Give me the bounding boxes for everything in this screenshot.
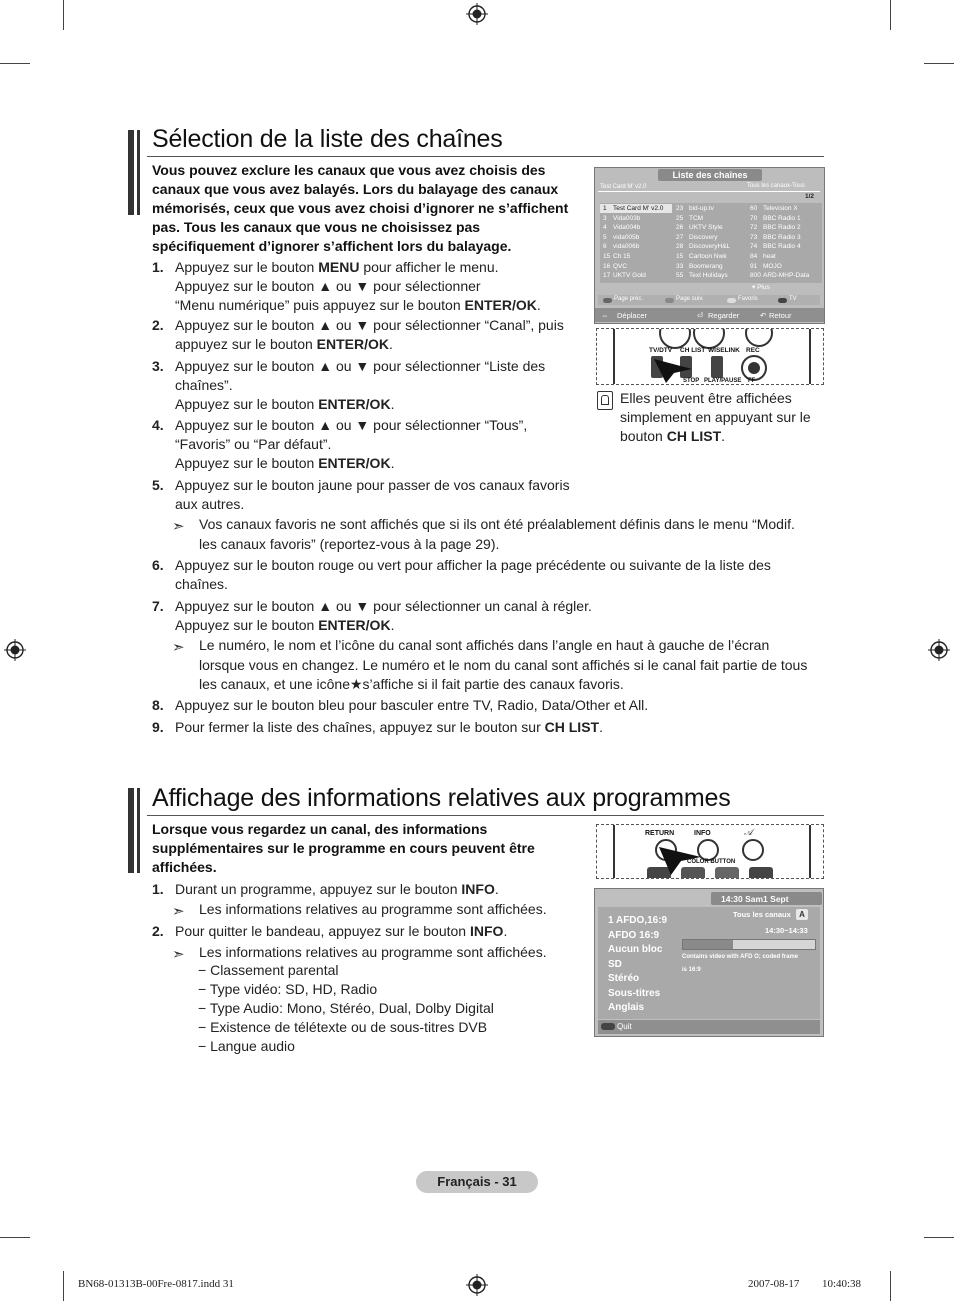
section-intro: Vous pouvez exclure les canaux que vous avez choisis des canaux que vous avez balayés. Lors du balayage des canaux mémorisés, ceux que vous avez choisi d’ignorer ne s’affichent pas. Tous les canaux que vous ne choisissez pas spécifiquement d’ignorer s’affichent lors du balayage. <box>152 162 569 254</box>
channel-name: BBC Radio 3 <box>763 233 801 241</box>
channel-row[interactable] <box>600 223 672 232</box>
crop-mark <box>924 63 954 64</box>
section-bar <box>137 130 140 215</box>
crop-mark <box>890 0 891 30</box>
screen-title: Liste des chaînes <box>658 169 762 181</box>
channel-row[interactable] <box>674 233 746 242</box>
remote-label: TV/DTV <box>649 347 673 354</box>
channel-row[interactable] <box>748 252 820 261</box>
key-label: Page suiv. <box>676 296 704 302</box>
registration-mark-icon <box>928 639 950 661</box>
channel-name: TCM <box>689 214 704 222</box>
remote-label: INFO <box>694 830 711 837</box>
step-line: Appuyez sur le bouton ENTER/OK. <box>175 396 395 412</box>
channel-row[interactable] <box>748 271 820 280</box>
channel-number: 91 <box>750 262 758 270</box>
color-key-bar <box>598 295 820 305</box>
step-number: 2. <box>152 317 164 333</box>
channel-name: bid-up.tv <box>689 205 714 212</box>
channel-number: 27 <box>676 233 684 241</box>
exit-icon <box>601 1023 615 1030</box>
step-2 <box>152 316 582 354</box>
intro-line: Lorsque vous regardez un canal, des informations <box>152 821 488 837</box>
note-line: Vos canaux favoris ne sont affichés que si ils ont été préalablement définis dans le menu “Modif. <box>199 516 795 532</box>
key-label: Page préc. <box>614 296 644 302</box>
channel-row[interactable] <box>748 223 820 232</box>
crop-mark <box>63 0 64 30</box>
channel-name: DiscoveryH&L <box>689 243 731 251</box>
file-slug: BN68-01313B-00Fre-0817.indd 31 <box>78 1278 234 1290</box>
step-line: Appuyez sur le bouton ▲ ou ▼ pour sélectionner un canal à régler. <box>175 598 592 614</box>
channel-name: Text Holidays <box>689 272 728 280</box>
step-6 <box>152 556 824 594</box>
key-label: Favoris <box>738 296 758 302</box>
step-line: Appuyez sur le bouton bleu pour basculer entre TV, Radio, Data/Other et All. <box>175 697 649 713</box>
sub-item-text: Existence de télétexte ou de sous-titres DVB <box>210 1019 488 1035</box>
crop-mark <box>0 1237 30 1238</box>
note-5 <box>172 515 827 555</box>
channel-number: 28 <box>676 243 684 251</box>
info-sub-item: − Type vidéo: SD, HD, Radio <box>198 981 378 997</box>
step-3 <box>152 357 582 414</box>
step-line: Appuyez sur le bouton ▲ ou ▼ pour sélectionner “Liste des <box>175 358 546 374</box>
step-number: 3. <box>152 358 164 374</box>
channel-number: 70 <box>750 214 758 222</box>
note-arrow-icon: ➣ <box>172 946 185 963</box>
step-line: Pour fermer la liste des chaînes, appuyez sur le bouton sur CH LIST. <box>175 719 603 735</box>
program-desc: is 16:9 <box>682 967 701 973</box>
step-9 <box>152 718 824 737</box>
quit-bar <box>598 1020 820 1034</box>
sub-item-text: Type Audio: Mono, Stéréo, Dual, Dolby Digital <box>209 1000 494 1016</box>
channel-number: 60 <box>750 205 758 212</box>
note-icon <box>597 391 613 410</box>
crop-mark <box>0 63 30 64</box>
note-line: Le numéro, le nom et l’icône du canal sont affichés dans l’angle en haut à gauche de l’écran <box>199 637 770 653</box>
section-bar <box>128 130 134 215</box>
channel-number: 15 <box>603 253 611 260</box>
channel-number: 3 <box>603 214 607 222</box>
step-7 <box>152 597 824 635</box>
channel-name: Discovery <box>689 233 718 241</box>
step-line: Appuyez sur le bouton ENTER/OK. <box>175 617 395 633</box>
crop-mark <box>890 1271 891 1301</box>
step-number: 9. <box>152 719 164 735</box>
info-line: Stéréo <box>608 973 640 984</box>
channel-row[interactable] <box>674 242 746 251</box>
step-number: 4. <box>152 417 164 433</box>
step-number: 1. <box>152 881 164 897</box>
side-note-line: bouton CH LIST. <box>620 428 726 444</box>
yellow-key-icon <box>727 298 736 303</box>
section-intro <box>152 820 582 877</box>
note-2 <box>172 943 592 963</box>
time-bar <box>711 892 822 905</box>
yellow-button <box>715 867 739 879</box>
channel-name: Ch 15 <box>613 253 631 260</box>
step-line: Appuyez sur le bouton ▲ ou ▼ pour sélectionner “Canal”, puis <box>175 317 564 333</box>
channel-name: BBC Radio 2 <box>763 224 801 232</box>
channel-number: 1 <box>603 205 607 212</box>
section-rule <box>147 815 824 816</box>
channel-name: UKTV Gold <box>613 272 646 280</box>
nav-label: Regarder <box>708 311 740 320</box>
section-bar <box>128 788 134 873</box>
step-8 <box>152 696 824 715</box>
channel-name: Vida003b <box>613 214 641 222</box>
step-line: “Menu numérique” puis appuyez sur le bouton ENTER/OK. <box>175 297 541 313</box>
note-arrow-icon: ➣ <box>172 903 185 920</box>
anynet-logo: 𝒜 <box>744 827 753 837</box>
remote-label: PLAY/PAUSE <box>704 378 742 384</box>
info-filter: Tous les canaux <box>733 910 791 919</box>
registration-mark-icon <box>466 1274 488 1296</box>
info-sub-item: − Classement parental <box>198 962 339 978</box>
nav-bar <box>595 308 824 322</box>
channel-row[interactable] <box>748 262 820 271</box>
info-line: AFDO 16:9 <box>608 929 660 941</box>
note-line: les canaux, et une icône★s’affiche si il fait partie des canaux favoris. <box>199 676 624 692</box>
info-sub-item: − Langue audio <box>198 1038 295 1054</box>
channel-number: 26 <box>676 224 684 232</box>
crop-mark <box>924 1237 954 1238</box>
section-bar <box>137 788 140 873</box>
step-number: 8. <box>152 697 164 713</box>
channel-row[interactable] <box>600 271 672 280</box>
step-number: 2. <box>152 923 164 939</box>
remote-label: REC <box>746 347 760 354</box>
info-line: Sous-titres <box>608 987 661 999</box>
section-rule <box>147 156 824 157</box>
remote-label: COLOR BUTTON <box>687 859 736 865</box>
remote-illustration <box>596 328 824 385</box>
remote-button <box>711 356 723 378</box>
step-number: 6. <box>152 557 164 573</box>
channel-number: 16 <box>603 262 611 270</box>
channel-name: vida005b <box>613 233 640 241</box>
channel-number: 23 <box>676 205 684 212</box>
channel-number: 15 <box>676 253 684 260</box>
step-line: aux autres. <box>175 496 245 512</box>
step-line: “Favoris” ou “Par défaut”. <box>175 436 332 452</box>
sub-item-text: Classement parental <box>210 962 339 978</box>
channel-number: 84 <box>750 253 758 260</box>
channel-name: Television X <box>763 205 798 212</box>
info-banner-screen <box>594 888 824 1037</box>
crop-mark <box>63 1271 64 1301</box>
intro-line: affichées. <box>152 859 217 875</box>
info-line: Aucun bloc <box>608 944 663 955</box>
channel-row[interactable] <box>600 214 672 223</box>
sub-item-text: Langue audio <box>210 1038 295 1054</box>
side-note-line: Elles peuvent être affichées <box>620 390 792 406</box>
remote-label: RETURN <box>645 830 675 837</box>
remote-label: CH LIST <box>680 347 706 354</box>
blue-button <box>749 867 773 879</box>
channel-grid <box>600 203 822 283</box>
key-label: TV <box>789 296 797 302</box>
channel-name: MOJO <box>763 262 782 270</box>
page-indicator: 1/2 <box>805 193 815 200</box>
channel-row[interactable] <box>600 233 672 242</box>
info-sub-item: − Existence de télétexte ou de sous-titres DVB <box>198 1019 488 1035</box>
divider <box>598 191 820 192</box>
step-line: Appuyez sur le bouton ENTER/OK. <box>175 455 395 471</box>
nav-label: Déplacer <box>617 311 648 320</box>
channel-name: BBC Radio 4 <box>763 243 801 251</box>
page-number: Français - 31 <box>416 1171 538 1193</box>
channel-name: Test Card M' v2.0 <box>613 205 664 212</box>
progress-fill <box>683 940 733 949</box>
more-text: Plus <box>757 284 770 291</box>
step-2 <box>152 922 582 941</box>
move-icon: ⇔ <box>601 311 609 320</box>
pointer-hand-icon <box>657 845 707 875</box>
channel-row[interactable] <box>600 262 672 271</box>
step-line: Appuyez sur le bouton ▲ ou ▼ pour sélectionner <box>175 278 481 294</box>
note-arrow-icon: ➣ <box>172 639 185 656</box>
step-line: chaînes”. <box>175 377 233 393</box>
channel-row[interactable] <box>674 204 746 213</box>
progress-bar <box>682 939 816 950</box>
program-desc: Contains video with AFD O; coded frame <box>682 954 799 960</box>
info-line: SD <box>608 958 622 970</box>
section-title: Sélection de la liste des chaînes <box>152 125 503 153</box>
channel-name: ARD-MHP-Data <box>763 272 810 280</box>
step-line: Appuyez sur le bouton jaune pour passer de vos canaux favoris <box>175 477 570 493</box>
channel-row[interactable] <box>674 214 746 223</box>
channel-number: 72 <box>750 224 758 232</box>
info-sub-item: − Type Audio: Mono, Stéréo, Dual, Dolby Digital <box>198 1000 494 1016</box>
channel-name: vida006b <box>613 243 640 251</box>
step-1 <box>152 880 582 899</box>
note-line: lorsque vous en changez. Le numéro et le nom du canal sont affichés si le canal fait partie de tous <box>199 656 808 673</box>
remote-illustration <box>596 824 824 879</box>
channel-row[interactable] <box>674 252 746 261</box>
note-line: Les informations relatives au programme sont affichées. <box>199 901 547 917</box>
channel-row[interactable] <box>600 252 672 261</box>
channel-name: UKTV Style <box>689 224 723 232</box>
side-note-line: simplement en appuyant sur le <box>620 409 811 425</box>
channel-number: 4 <box>603 224 607 232</box>
channel-row[interactable] <box>600 204 672 213</box>
red-key-icon <box>603 298 612 303</box>
channel-number: 800 <box>750 272 761 280</box>
channel-number: 33 <box>676 262 684 270</box>
date-slug: 2007-08-17 ￿￿ 10:40:38 <box>748 1278 862 1290</box>
quit-label: Quit <box>617 1022 632 1031</box>
remote-label: WISELINK <box>708 347 740 354</box>
note-7 <box>172 636 827 696</box>
info-line: Anglais <box>608 1002 645 1013</box>
channel-name: Vida004b <box>613 224 641 232</box>
channel-name: BBC Radio 1 <box>763 214 801 222</box>
channel-number: 55 <box>676 272 684 280</box>
time-label: 14:30 Sam1 Sept <box>721 894 789 904</box>
channel-number: 25 <box>676 214 684 222</box>
channel-name: Cartoon Nwk <box>689 253 727 260</box>
blue-key-icon <box>778 298 787 303</box>
section-title: Affichage des informations relatives aux programmes <box>152 784 731 812</box>
note-1 <box>172 900 592 920</box>
channel-row[interactable] <box>674 223 746 232</box>
step-5 <box>152 476 592 514</box>
step-number: 1. <box>152 259 164 275</box>
channel-row[interactable] <box>748 204 820 213</box>
step-number: 5. <box>152 477 164 493</box>
channel-row[interactable] <box>600 242 672 251</box>
channel-row[interactable] <box>748 242 820 251</box>
remote-label: FF <box>748 378 756 384</box>
channel-list-screen <box>594 167 825 324</box>
channel-number: 73 <box>750 233 758 241</box>
step-4 <box>152 416 582 473</box>
intro-line: supplémentaires sur le programme en cours peuvent être <box>152 840 535 856</box>
registration-mark-icon <box>466 3 488 25</box>
sub-item-text: Type vidéo: SD, HD, Radio <box>209 981 378 997</box>
step-line: Appuyez sur le bouton ▲ ou ▼ pour sélectionner “Tous”, <box>175 417 528 433</box>
channel-row[interactable] <box>748 233 820 242</box>
filter-badge: A <box>796 909 808 920</box>
info-line: 1 AFDO,16:9 <box>608 915 668 926</box>
channel-row[interactable] <box>748 214 820 223</box>
step-1 <box>152 258 582 315</box>
step-line: chaînes. <box>175 576 228 592</box>
channel-filter: Tous les canaux-Tous <box>747 183 805 189</box>
channel-row[interactable] <box>674 271 746 280</box>
channel-name: heat <box>763 253 776 260</box>
channel-number: 17 <box>603 272 611 280</box>
more-label: ▾ Plus <box>752 284 770 291</box>
step-line: Appuyez sur le bouton MENU pour afficher le menu. <box>175 259 499 275</box>
step-line: appuyez sur le bouton ENTER/OK. <box>175 336 393 352</box>
note-line: Les informations relatives au programme sont affichées. <box>199 944 547 960</box>
green-key-icon <box>665 298 674 303</box>
note-arrow-icon: ➣ <box>172 518 185 535</box>
time-range: 14:30~14:33 <box>765 926 808 935</box>
side-note <box>620 389 825 446</box>
channel-name: QVC <box>613 262 628 270</box>
step-line: Durant un programme, appuyez sur le bouton INFO. <box>175 881 499 897</box>
return-icon: ↶ <box>760 311 767 320</box>
enter-icon: ⏎ <box>697 311 704 320</box>
channel-row[interactable] <box>674 262 746 271</box>
channel-number: 5 <box>603 233 607 241</box>
channel-number: 74 <box>750 243 758 251</box>
channel-name: Boomerang <box>689 262 723 270</box>
channel-number: 6 <box>603 243 607 251</box>
nav-label: Retour <box>769 311 792 320</box>
step-line: Pour quitter le bandeau, appuyez sur le bouton INFO. <box>175 923 508 939</box>
current-channel: Test Card M' v2.0 <box>600 184 647 190</box>
step-number: 7. <box>152 598 164 614</box>
anynet-button <box>742 839 764 861</box>
remote-label: STOP <box>683 378 700 384</box>
registration-mark-icon <box>4 639 26 661</box>
step-line: Appuyez sur le bouton rouge ou vert pour afficher la page précédente ou suivante de la liste des <box>175 557 771 573</box>
note-line: les canaux favoris” (reportez-vous à la page 29). <box>199 535 500 552</box>
